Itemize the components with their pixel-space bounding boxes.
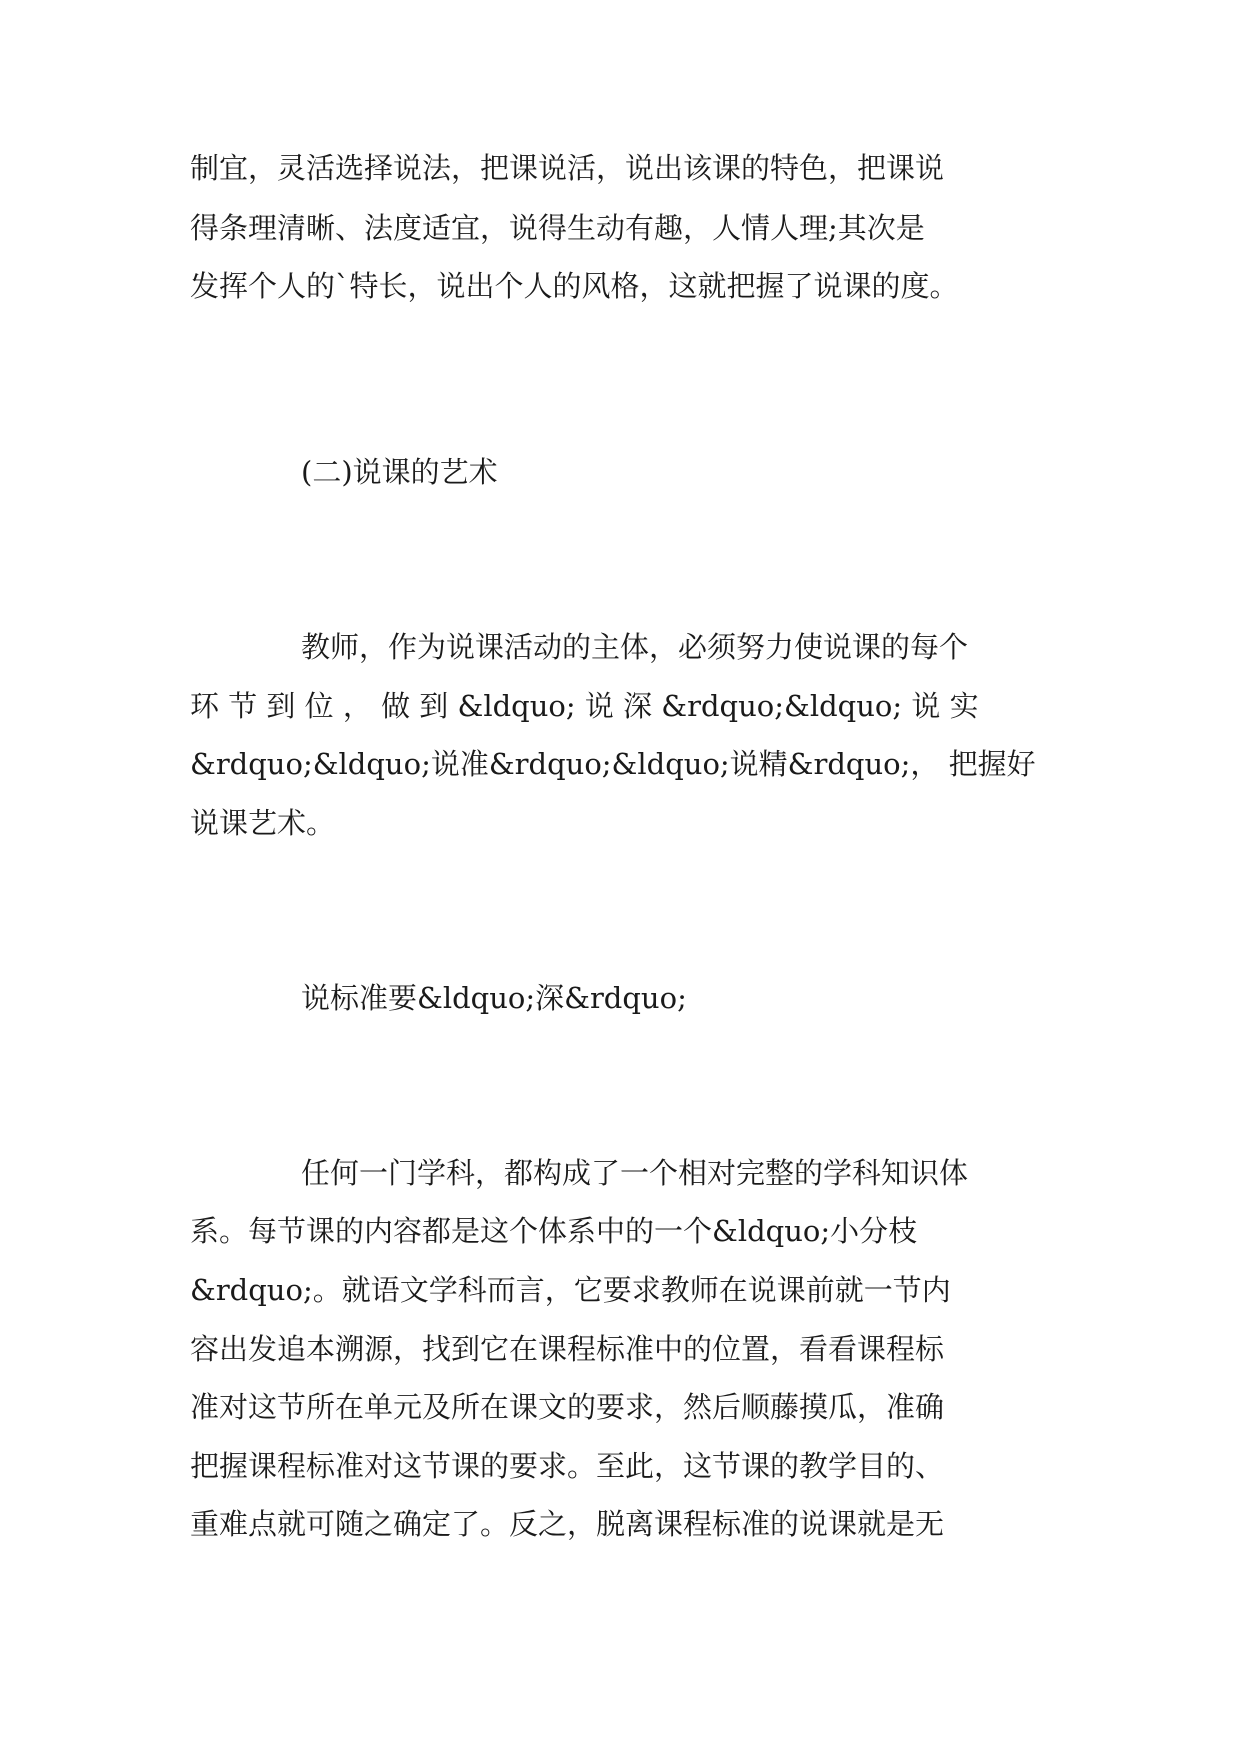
paragraph-line: 发挥个人的`特长，说出个人的风格，这就把握了说课的度。 bbox=[190, 269, 959, 303]
paragraph-line: 重难点就可随之确定了。反之，脱离课程标准的说课就是无 bbox=[190, 1507, 945, 1541]
paragraph-line: 任何一门学科，都构成了一个相对完整的学科知识体 bbox=[301, 1156, 969, 1190]
paragraph-line: 容出发追本溯源，找到它在课程标准中的位置，看看课程标 bbox=[190, 1332, 945, 1366]
paragraph-line: 准对这节所在单元及所在课文的要求，然后顺藤摸瓜，准确 bbox=[190, 1390, 945, 1424]
paragraph-line: 环 节 到 位 ， 做 到 &ldquo; 说 深 &rdquo;&ldquo; 说 实 bbox=[190, 689, 979, 723]
paragraph-line: 得条理清晰、法度适宜，说得生动有趣，人情人理;其次是 bbox=[190, 211, 925, 245]
paragraph-line: &rdquo;。就语文学科而言，它要求教师在说课前就一节内 bbox=[190, 1273, 951, 1307]
paragraph-line: 系。每节课的内容都是这个体系中的一个&ldquo;小分枝 bbox=[190, 1214, 918, 1248]
paragraph-line: 教师，作为说课活动的主体，必须努力使说课的每个 bbox=[301, 630, 969, 664]
section-heading: (二)说课的艺术 bbox=[301, 455, 498, 489]
paragraph-line: 说课艺术。 bbox=[190, 806, 336, 840]
paragraph-line: 把握课程标准对这节课的要求。至此，这节课的教学目的、 bbox=[190, 1449, 945, 1483]
paragraph-line: &rdquo;&ldquo;说准&rdquo;&ldquo;说精&rdquo;， 把握好 bbox=[190, 747, 1036, 781]
section-heading: 说标准要&ldquo;深&rdquo; bbox=[301, 981, 687, 1015]
paragraph-line: 制宜，灵活选择说法，把课说活，说出该课的特色，把课说 bbox=[190, 151, 945, 185]
